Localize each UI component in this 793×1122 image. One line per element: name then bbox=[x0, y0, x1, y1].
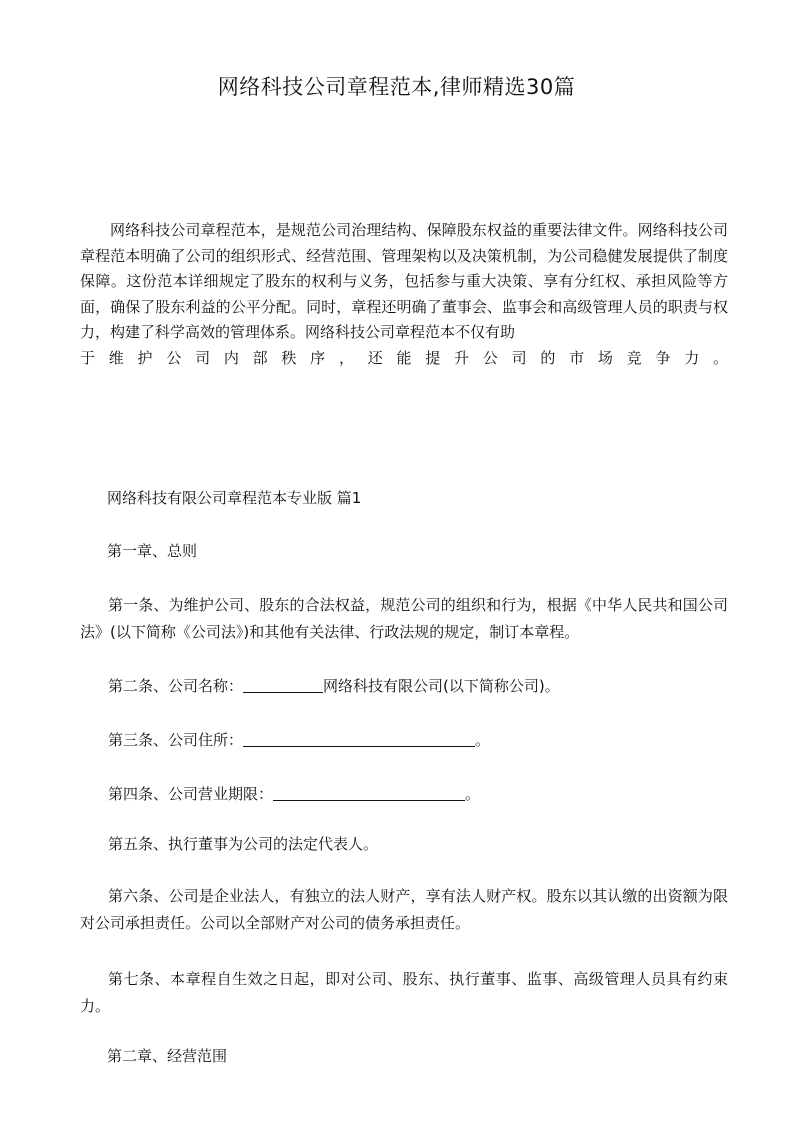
intro-paragraph-last-line: 于维护公司内部秩序，还能提升公司的市场竞争力。 bbox=[80, 349, 728, 367]
section-title: 网络科技有限公司章程范本专业版 篇1 bbox=[107, 489, 362, 507]
article-1: 第一条、为维护公司、股东的合法权益，规范公司的组织和行为，根据《中华人民共和国公司法》(以下简称《公司法》)和其他有关法律、行政法规的规定，制订本章程。 bbox=[80, 596, 728, 641]
business-term-blank bbox=[273, 783, 465, 801]
article-3-prefix: 第三条、公司住所： bbox=[108, 731, 244, 749]
chapter-2-heading: 第二章、经营范围 bbox=[107, 1047, 228, 1065]
article-4 bbox=[80, 781, 728, 808]
article-6: 第六条、公司是企业法人，有独立的法人财产，享有法人财产权。股东以其认缴的出资额为限对公司承担责任。公司以全部财产对公司的债务承担责任。 bbox=[80, 887, 728, 932]
article-7: 第七条、本章程自生效之日起，即对公司、股东、执行董事、监事、高级管理人员具有约束力。 bbox=[80, 970, 728, 1015]
article-3-suffix: 。 bbox=[475, 731, 491, 749]
article-2-prefix: 第二条、公司名称： bbox=[108, 677, 244, 695]
article-5: 第五条、执行董事为公司的法定代表人。 bbox=[108, 835, 379, 853]
intro-paragraph: 网络科技公司章程范本，是规范公司治理结构、保障股东权益的重要法律文件。网络科技公司章程范本明确了公司的组织形式、经营范围、管理架构以及决策机制，为公司稳健发展提供了制度保障。这份范本详细规定了股东的权利与义务，包括参与重大决策、享有分红权、承担风险等方面，确保了股东利益的公平分配。同时，章程还明确了董事会、监事会和高级管理人员的职责与权力，构建了科学高效的管理体系。网络科技公司章程范本不仅有助 bbox=[80, 221, 728, 341]
article-3 bbox=[80, 727, 728, 754]
company-name-blank bbox=[243, 675, 323, 693]
article-4-prefix: 第四条、公司营业期限： bbox=[108, 785, 274, 803]
article-2-suffix: 网络科技有限公司(以下简称公司)。 bbox=[323, 677, 560, 695]
article-2 bbox=[80, 673, 728, 700]
article-4-suffix: 。 bbox=[465, 785, 481, 803]
document-title: 网络科技公司章程范本,律师精选30篇 bbox=[217, 75, 576, 99]
company-address-blank bbox=[243, 729, 475, 747]
chapter-1-heading: 第一章、总则 bbox=[107, 542, 198, 560]
